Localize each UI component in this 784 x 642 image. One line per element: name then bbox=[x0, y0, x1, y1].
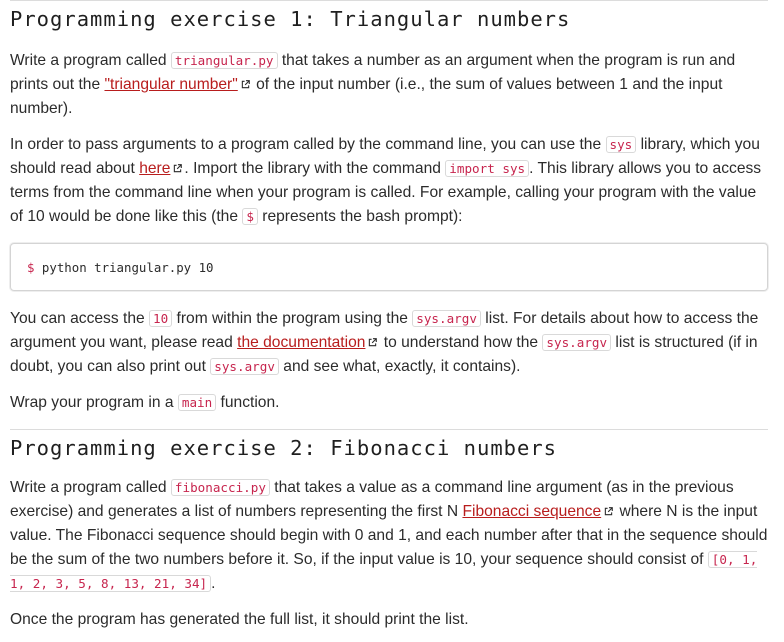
section-divider bbox=[10, 429, 768, 430]
external-link-icon bbox=[368, 338, 377, 347]
command-code-block bbox=[10, 243, 768, 291]
ten-code: 10 bbox=[149, 310, 172, 327]
external-link-icon bbox=[241, 80, 250, 89]
section2-paragraph-2: Once the program has generated the full list, it should print the list. bbox=[10, 611, 469, 628]
main-code: main bbox=[178, 394, 216, 411]
external-link-icon bbox=[604, 507, 613, 516]
external-link-icon bbox=[173, 164, 182, 173]
triangular-filename-code: triangular.py bbox=[171, 52, 278, 69]
fibonacci-list-code: [0, 1, 1, 2, 3, 5, 8, 13, 21, 34] bbox=[10, 552, 758, 591]
command-text: python triangular.py 10 bbox=[34, 259, 214, 275]
top-divider bbox=[10, 0, 768, 1]
section1-paragraph-3: You can access the 10 from within the program using the sys.argv list. For details about how to access the argument you want, please read the documentation to understand how the sys.argv list is structured (if in doubt, you can also print out sys.argv and see what, exactly, it contains). bbox=[10, 310, 759, 375]
fibonacci-filename-code: fibonacci.py bbox=[171, 479, 270, 496]
sys-argv-code: sys.argv bbox=[542, 334, 611, 351]
section2-paragraph-1: Write a program called fibonacci.py that takes a value as a command line argument (as in the previous exercise) and generates a list of numbers representing the first N Fibonacci sequence where N is the input value. The Fibonacci sequence should begin with 0 and 1, and each number after that in the sequence should be the sum of the two numbers before it. So, if the input value is 10, your sequence should consist of [0, 1, 1, 2, 3, 5, 8, 13, 21, 34] . bbox=[10, 479, 768, 592]
triangular-number-link[interactable]: "triangular number" bbox=[104, 76, 238, 93]
sys-docs-here-link[interactable]: here bbox=[139, 160, 171, 177]
exercise-page bbox=[0, 7, 784, 642]
fibonacci-sequence-link[interactable]: Fibonacci sequence bbox=[462, 503, 602, 520]
bash-prompt-symbol: $ bbox=[27, 259, 35, 275]
section2-title: Programming exercise 2: Fibonacci numbers bbox=[10, 436, 558, 460]
section1-title: Programming exercise 1: Triangular numbers bbox=[10, 7, 571, 31]
section1-paragraph-2: In order to pass arguments to a program called by the command line, you can use the sys library, which you should read about here . Import the library with the command import sys . This library allows you to access terms from the command line when your program is called. For example, calling your program with the value of 10 would be done like this (the $ represents the bash prompt): bbox=[10, 136, 762, 225]
section1-paragraph-4: Wrap your program in a main function. bbox=[10, 394, 280, 411]
sys-argv-code: sys.argv bbox=[412, 310, 481, 327]
sys-argv-code: sys.argv bbox=[210, 358, 279, 375]
bash-prompt-code: $ bbox=[242, 208, 258, 225]
section1-paragraph-1: Write a program called triangular.py that takes a number as an argument when the program is run and prints out the "triangular number" of the input number (i.e., the sum of values between 1 and the input number). bbox=[10, 52, 736, 117]
documentation-link[interactable]: the documentation bbox=[237, 334, 366, 351]
sys-code: sys bbox=[606, 136, 637, 153]
import-sys-code: import sys bbox=[445, 160, 529, 177]
